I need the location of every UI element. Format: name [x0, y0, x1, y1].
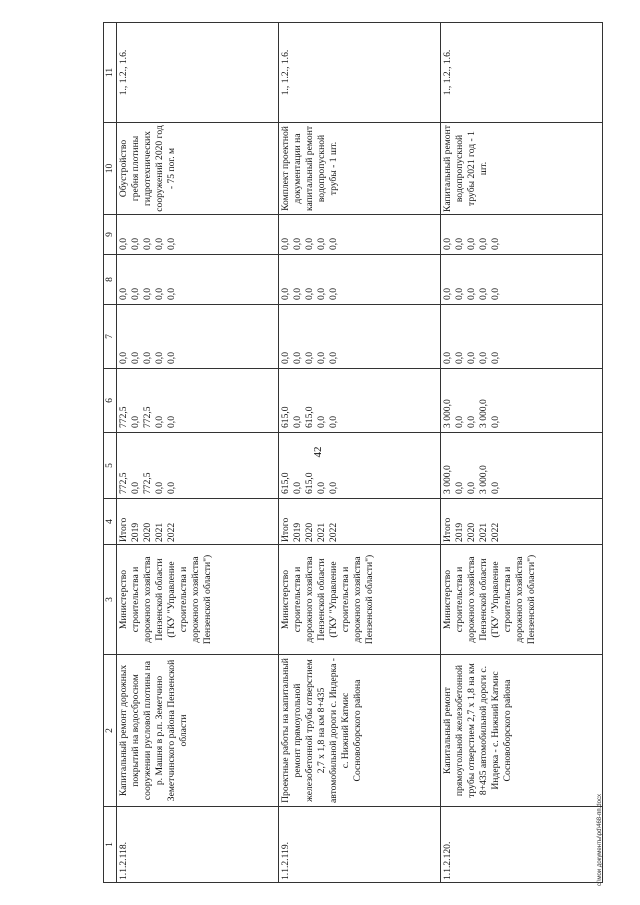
item-executor: Министерство строительства и дорожного хозяйства Пензенской области (ГКУ "Управление строительства и дорожного хозяйства Пензенской области") — [117, 545, 279, 655]
col9-values-value: 0,0 — [304, 238, 315, 250]
col8-values-value: 0,0 — [490, 288, 501, 300]
table-row — [279, 23, 441, 883]
table-row — [117, 23, 279, 883]
item-result: Комплект проектной документации на капитальный ремонт водопропускной трубы - 1 шт. — [279, 123, 441, 215]
col5-values-value: 0,0 — [154, 482, 165, 494]
col6-values — [441, 369, 603, 433]
item-name: Капитальный ремонт прямоугольной железобетонной трубы отверстием 2,7 х 1,8 на км 8+435 автомобильной дороги с. Индерка - с. Нижний Катмис Сосновоборского района — [441, 655, 603, 807]
year-list-value: 2022 — [328, 522, 339, 542]
col5-values-value: 615,0 — [280, 472, 291, 494]
item-number: 1.1.2.119. — [279, 807, 441, 883]
col8-values-value: 0,0 — [166, 288, 177, 300]
year-list — [117, 499, 279, 545]
item-name: Проектные работы на капитальный ремонт прямоугольной железобетонной трубы отверстием 2,7 х 1,8 на км 8+435 автомобильной дороги с. Индерка - с. Нижний Катмис Сосновоборского района — [279, 655, 441, 807]
year-list-value: 2019 — [130, 522, 141, 542]
col6-values-value: 0,0 — [466, 416, 477, 428]
col7-values-value: 0,0 — [166, 352, 177, 364]
year-list-value: 2022 — [490, 522, 501, 542]
col6-values-value: 3 000,0 — [442, 399, 453, 428]
header-cell: 10 — [104, 123, 117, 215]
header-cell: 7 — [104, 305, 117, 369]
col5-values-value: 772,5 — [142, 472, 153, 494]
col8-values-value: 0,0 — [130, 288, 141, 300]
header-cell: 9 — [104, 215, 117, 255]
col6-values-value: 3 000,0 — [478, 399, 489, 428]
col5-values — [117, 433, 279, 499]
header-cell: 1 — [104, 807, 117, 883]
col9-values — [117, 215, 279, 255]
col8-values-value: 0,0 — [142, 288, 153, 300]
item-result: Капитальный ремонт водопропускной трубы 2021 год - 1 шт. — [441, 123, 603, 215]
col5-values-value: 3 000,0 — [442, 465, 453, 494]
year-list-value: Итого — [442, 517, 453, 542]
item-number: 1.1.2.118. — [117, 807, 279, 883]
header-cell: 2 — [104, 655, 117, 807]
col5-values-value: 0,0 — [490, 482, 501, 494]
year-list-value: 2021 — [154, 522, 165, 542]
col8-values-value: 0,0 — [118, 288, 129, 300]
col5-values-value: 772,5 — [118, 472, 129, 494]
year-list-value: 2020 — [142, 522, 153, 542]
col9-values-value: 0,0 — [280, 238, 291, 250]
col7-values-value: 0,0 — [142, 352, 153, 364]
col6-values-value: 0,0 — [490, 416, 501, 428]
col7-values-value: 0,0 — [328, 352, 339, 364]
col6-values-value: 0,0 — [316, 416, 327, 428]
col9-values-value: 0,0 — [466, 238, 477, 250]
col8-values-value: 0,0 — [304, 288, 315, 300]
col6-values-value: 772,5 — [142, 406, 153, 428]
header-cell: 8 — [104, 255, 117, 305]
year-list-value: 2020 — [466, 522, 477, 542]
col6-values — [117, 369, 279, 433]
col8-values-value: 0,0 — [454, 288, 465, 300]
col9-values-value: 0,0 — [130, 238, 141, 250]
page-number: 42 — [312, 446, 324, 458]
year-list-value: 2021 — [478, 522, 489, 542]
col7-values-value: 0,0 — [118, 352, 129, 364]
col9-values-value: 0,0 — [454, 238, 465, 250]
program-table-container — [103, 23, 603, 883]
col9-values-value: 0,0 — [316, 238, 327, 250]
col6-values-value: 0,0 — [292, 416, 303, 428]
col9-values-value: 0,0 — [166, 238, 177, 250]
col8-values-value: 0,0 — [154, 288, 165, 300]
col7-values — [279, 305, 441, 369]
col5-values-value: 3 000,0 — [478, 465, 489, 494]
year-list-value: 2022 — [166, 522, 177, 542]
col9-values-value: 0,0 — [142, 238, 153, 250]
col5-values-value: 0,0 — [328, 482, 339, 494]
col7-values-value: 0,0 — [280, 352, 291, 364]
col7-values-value: 0,0 — [490, 352, 501, 364]
item-number: 1.1.2.120. — [441, 807, 603, 883]
header-cell: 4 — [104, 499, 117, 545]
col8-values — [279, 255, 441, 305]
year-list-value: 2021 — [316, 522, 327, 542]
col9-values-value: 0,0 — [442, 238, 453, 250]
col5-values-value: 615,0 — [304, 472, 315, 494]
col8-values-value: 0,0 — [292, 288, 303, 300]
col6-values-value: 0,0 — [166, 416, 177, 428]
col9-values-value: 0,0 — [328, 238, 339, 250]
col6-values-value: 0,0 — [328, 416, 339, 428]
item-name: Капитальный ремонт дорожных покрытий на водосбросном сооружении русловой плотины на р. Машня в р.п. Земетчино Земетчинского района Пензенской области — [117, 655, 279, 807]
col5-values-value: 0,0 — [130, 482, 141, 494]
col5-values-value: 0,0 — [166, 482, 177, 494]
table-row — [441, 23, 603, 883]
col6-values-value: 615,0 — [304, 406, 315, 428]
col7-values-value: 0,0 — [478, 352, 489, 364]
header-cell: 6 — [104, 369, 117, 433]
col9-values-value: 0,0 — [292, 238, 303, 250]
col6-values — [279, 369, 441, 433]
col7-values-value: 0,0 — [466, 352, 477, 364]
program-table — [103, 22, 603, 883]
col7-values-value: 0,0 — [154, 352, 165, 364]
col6-values-value: 0,0 — [454, 416, 465, 428]
year-list — [279, 499, 441, 545]
year-list-value: 2020 — [304, 522, 315, 542]
col7-values — [441, 305, 603, 369]
item-result: Обустройство гребня плотины гидротехнических сооружений 2020 год - 75 пог. м — [117, 123, 279, 215]
col8-values — [117, 255, 279, 305]
year-list-value: 2019 — [454, 522, 465, 542]
col7-values-value: 0,0 — [130, 352, 141, 364]
col7-values-value: 0,0 — [454, 352, 465, 364]
col5-values-value: 0,0 — [454, 482, 465, 494]
col5-values-value: 0,0 — [466, 482, 477, 494]
col8-values-value: 0,0 — [280, 288, 291, 300]
col8-values-value: 0,0 — [328, 288, 339, 300]
year-list — [441, 499, 603, 545]
col8-values-value: 0,0 — [478, 288, 489, 300]
col9-values — [279, 215, 441, 255]
col8-values — [441, 255, 603, 305]
col5-values-value: 0,0 — [316, 482, 327, 494]
item-tasks: 1., 1.2., 1.6. — [441, 23, 603, 123]
col9-values-value: 0,0 — [478, 238, 489, 250]
col6-values-value: 0,0 — [130, 416, 141, 428]
header-cell: 5 — [104, 433, 117, 499]
header-cell: 3 — [104, 545, 117, 655]
col5-values — [441, 433, 603, 499]
year-list-value: 2019 — [292, 522, 303, 542]
item-executor: Министерство строительства и дорожного хозяйства Пензенской области (ГКУ "Управление строительства и дорожного хозяйства Пензенской области") — [279, 545, 441, 655]
col7-values-value: 0,0 — [442, 352, 453, 364]
col8-values-value: 0,0 — [316, 288, 327, 300]
col8-values-value: 0,0 — [466, 288, 477, 300]
col5-values — [279, 433, 441, 499]
col7-values-value: 0,0 — [304, 352, 315, 364]
col7-values-value: 0,0 — [316, 352, 327, 364]
year-list-value: Итого — [118, 517, 129, 542]
col6-values-value: 615,0 — [280, 406, 291, 428]
col9-values — [441, 215, 603, 255]
col6-values-value: 772,5 — [118, 406, 129, 428]
col6-values-value: 0,0 — [154, 416, 165, 428]
col5-values-value: 0,0 — [292, 482, 303, 494]
col9-values-value: 0,0 — [154, 238, 165, 250]
year-list-value: Итого — [280, 517, 291, 542]
item-tasks: 1., 1.2., 1.6. — [117, 23, 279, 123]
header-row — [104, 23, 117, 883]
col7-values — [117, 305, 279, 369]
item-executor: Министерство строительства и дорожного хозяйства Пензенской области (ГКУ "Управление строительства и дорожного хозяйства Пензенской области") — [441, 545, 603, 655]
item-tasks: 1., 1.2., 1.6. — [279, 23, 441, 123]
col9-values-value: 0,0 — [118, 238, 129, 250]
col9-values-value: 0,0 — [490, 238, 501, 250]
header-cell: 11 — [104, 23, 117, 123]
col7-values-value: 0,0 — [292, 352, 303, 364]
footer-file-path: c:\мои документы\pd\468-пп.docx — [597, 794, 603, 886]
col8-values-value: 0,0 — [442, 288, 453, 300]
